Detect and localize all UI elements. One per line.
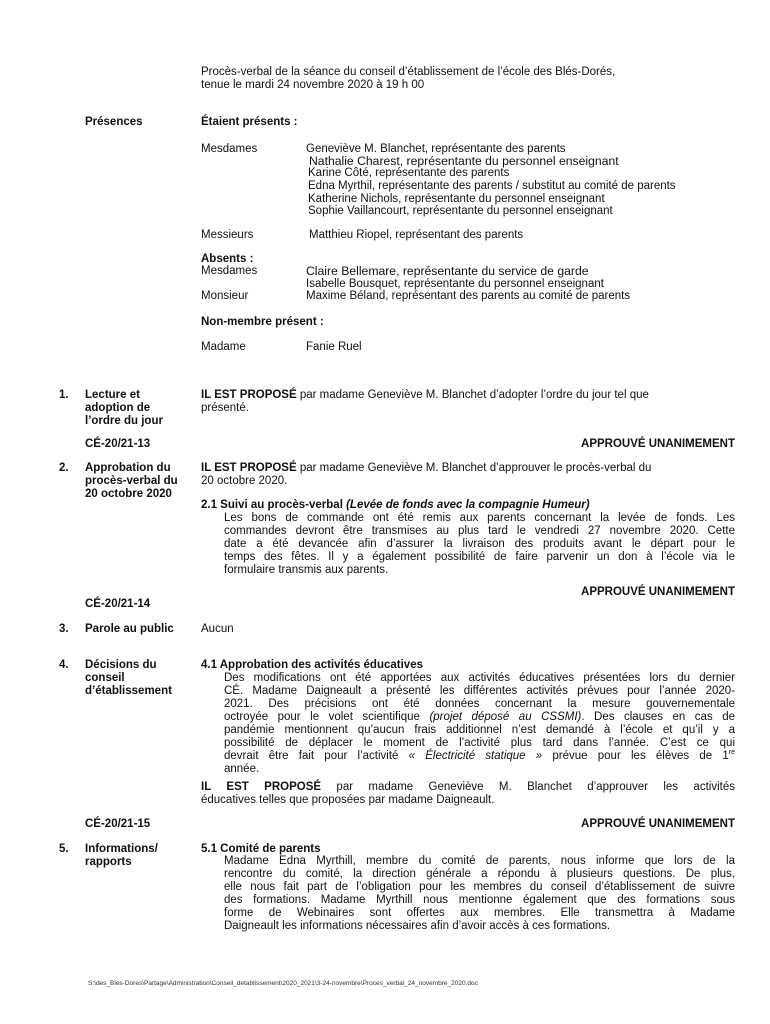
item-5-1-body [224,855,735,933]
item-1-title [85,389,195,428]
absents-monsieur-label: Monsieur [201,290,249,302]
absents-heading: Absents : [201,253,254,265]
item-4-number: 4. [59,659,69,671]
proposal-line [201,781,735,794]
item-2-number: 2. [59,462,69,474]
paragraph-line: rencontre du comité, la direction générale a répondu à plusieurs questions. De plus, [224,868,735,880]
mesdames-label: Mesdames [201,143,258,155]
item-4-1-body [224,672,735,776]
approval-status: APPROUVÉ UNANIMEMENT [581,586,735,598]
item-4-title-line: d’établissement [85,685,172,697]
proposal-text: par madame Geneviève M. Blanchet d’approuver les activités [321,781,735,793]
footer-file-path: S:\des_Bles-Dores\Partage\Administration\Conseil_detablissement\2020_2021\3-24-novembre\Proces_verbal_24_novembre_2020.doc [88,980,478,987]
item-2-1-body [224,512,735,577]
paragraph-line: Des modifications ont été apportées aux activités éducatives présentées lors du dernier [224,672,735,684]
paragraph-line [224,711,735,724]
item-2-title-line: Approbation du [85,462,171,474]
proposal-keyword: IL EST PROPOSÉ [201,781,322,793]
paragraph-line: pandémie mentionnent qu’aucun frais additionnel n’est demandé à l’école et qu’il y a [224,724,735,736]
nonmembre-name: Fanie Ruel [306,341,362,353]
presences-label: Présences [85,116,143,128]
paragraph-line: elle nous fait part de l’obligation pour les membres du conseil d’établissement de suivre [224,881,735,893]
item-4-1-heading: 4.1 Approbation des activités éducatives [201,659,423,671]
item-2-title-line: procès-verbal du [85,475,178,487]
subsection-title: 2.1 Suivi au procès-verbal [201,499,347,511]
text-run: . Des clauses en cas de [581,711,735,723]
resolution-code-14: CÉ-20/21-14 [85,598,151,610]
paragraph-line: forme de Webinaires sont offertes aux membres. Elle transmettra à Madame [224,907,735,919]
resolution-code-13: CÉ-20/21-13 [85,438,151,450]
proposal-keyword: IL EST PROPOSÉ [201,389,297,401]
item-4-title-line: conseil [85,672,125,684]
item-5-number: 5. [59,843,69,855]
subsection-title-italic: (Levée de fonds avec la compagnie Humeur) [346,499,590,511]
approval-status: APPROUVÉ UNANIMEMENT [581,438,735,450]
item-3-text: Aucun [201,623,234,635]
proposal-text: par madame Geneviève M. Blanchet d’adopter l’ordre du jour tel que [296,389,649,401]
member-blanchet: Geneviève M. Blanchet, représentante des parents [306,143,566,155]
item-2-title-line: 20 octobre 2020 [85,488,172,500]
proposal-keyword: IL EST PROPOSÉ [201,462,297,474]
member-vaillancourt: Sophie Vaillancourt, représentante du personnel enseignant [308,205,613,217]
absent-beland: Maxime Béland, représentant des parents au comité de parents [306,290,631,302]
item-2-proposal-line-1 [201,462,651,475]
member-riopel: Matthieu Riopel, représentant des parents [309,229,524,241]
item-2-proposal-line-2: 20 octobre 2020. [201,475,288,487]
paragraph-line: Madame Edna Myrthill, membre du comité de parents, nous informe que lors de la [224,855,735,867]
document-title-line-1: Procès-verbal de la séance du conseil d’établissement de l’école des Blés-Dorés, [201,66,616,78]
item-1-title-line: l’ordre du jour [85,415,163,427]
superscript: re [728,749,735,757]
item-5-title [85,843,197,869]
item-5-title-line: Informations/ [85,843,158,855]
proposal-text: par madame Geneviève M. Blanchet d’approuver le procès-verbal du [296,462,652,474]
item-1-title-line: Lecture et [85,389,140,401]
item-5-title-line: rapports [85,856,132,868]
item-2-1-heading [201,499,590,512]
nonmembre-label: Madame [201,341,246,353]
text-run-italic: « Électricité statique » [408,750,543,762]
member-cote: Karine Côté, représentante des parents [308,167,510,179]
item-4-title-line: Décisions du [85,659,157,671]
member-nichols: Katherine Nichols, représentante du personnel enseignant [308,193,605,205]
resolution-code-15: CÉ-20/21-15 [85,818,151,830]
item-1-proposal-line-1 [201,389,649,402]
paragraph-line: Les bons de commande ont été remis aux parents concernant la levée de fonds. Les [224,512,735,524]
approval-status: APPROUVÉ UNANIMEMENT [581,818,735,830]
paragraph-line: commandes devront être transmises au plus tard le vendredi 27 novembre 2020. Cette [224,525,735,537]
paragraph-line: possibilité de déplacer le moment de l’activité plus tard dans l’année. C’est ce qui [224,737,735,749]
paragraph-line: date a été devancée afin d’assurer la livraison des produits avant le départ pour le [224,538,735,550]
document-title-line-2: tenue le mardi 24 novembre 2020 à 19 h 00 [201,79,425,91]
absent-bellemare: Claire Bellemare, représentante du service de garde [306,264,589,278]
paragraph-line: des formations. Madame Myrthill nous mentionne également que des formations sous [224,894,735,906]
paragraph-line: temps des fêtes. Il y a également possibilité de faire parvenir un don à l’école via le [224,551,735,563]
member-charest: Nathalie Charest, représentante du personnel enseignant [309,154,619,168]
item-3-title: Parole au public [85,623,174,635]
present-heading: Étaient présents : [201,116,298,128]
nonmembre-heading: Non-membre présent : [201,316,324,328]
item-1-title-line: adoption de [85,402,151,414]
text-run: octroyée pour le volet scientifique [224,711,430,723]
paragraph-line: année. [224,763,260,775]
item-2-title [85,462,197,501]
paragraph-line: formulaire transmis aux parents. [224,564,389,576]
paragraph-line [224,750,735,763]
item-3-number: 3. [59,623,69,635]
item-4-proposal [201,781,735,807]
text-run-italic: (projet déposé au CSSMI) [429,711,582,723]
paragraph-line: CÉ. Madame Daigneault a présenté les différentes activités prévues pour l’année 2020- [224,685,735,697]
messieurs-label: Messieurs [201,229,254,241]
text-run: prévue pour les élèves de 1 [542,750,729,762]
text-run: devrait être fait pour l’activité [224,750,409,762]
item-5-1-heading: 5.1 Comité de parents [201,843,321,855]
absent-bousquet: Isabelle Bousquet, représentante du personnel enseignant [306,278,604,290]
item-4-title [85,659,197,698]
paragraph-line: 2021. Des précisions ont été données concernant la mesure gouvernementale [224,698,735,710]
member-myrthil: Edna Myrthil, représentante des parents / substitut au comité de parents [308,180,676,192]
paragraph-line: Daigneault les informations nécessaires afin d’avoir accès à ces formations. [224,920,611,932]
item-1-proposal-line-2: présenté. [201,402,249,414]
proposal-line: éducatives telles que proposées par madame Daigneault. [201,794,495,806]
item-1-number: 1. [59,389,69,401]
absents-mesdames-label: Mesdames [201,265,258,277]
